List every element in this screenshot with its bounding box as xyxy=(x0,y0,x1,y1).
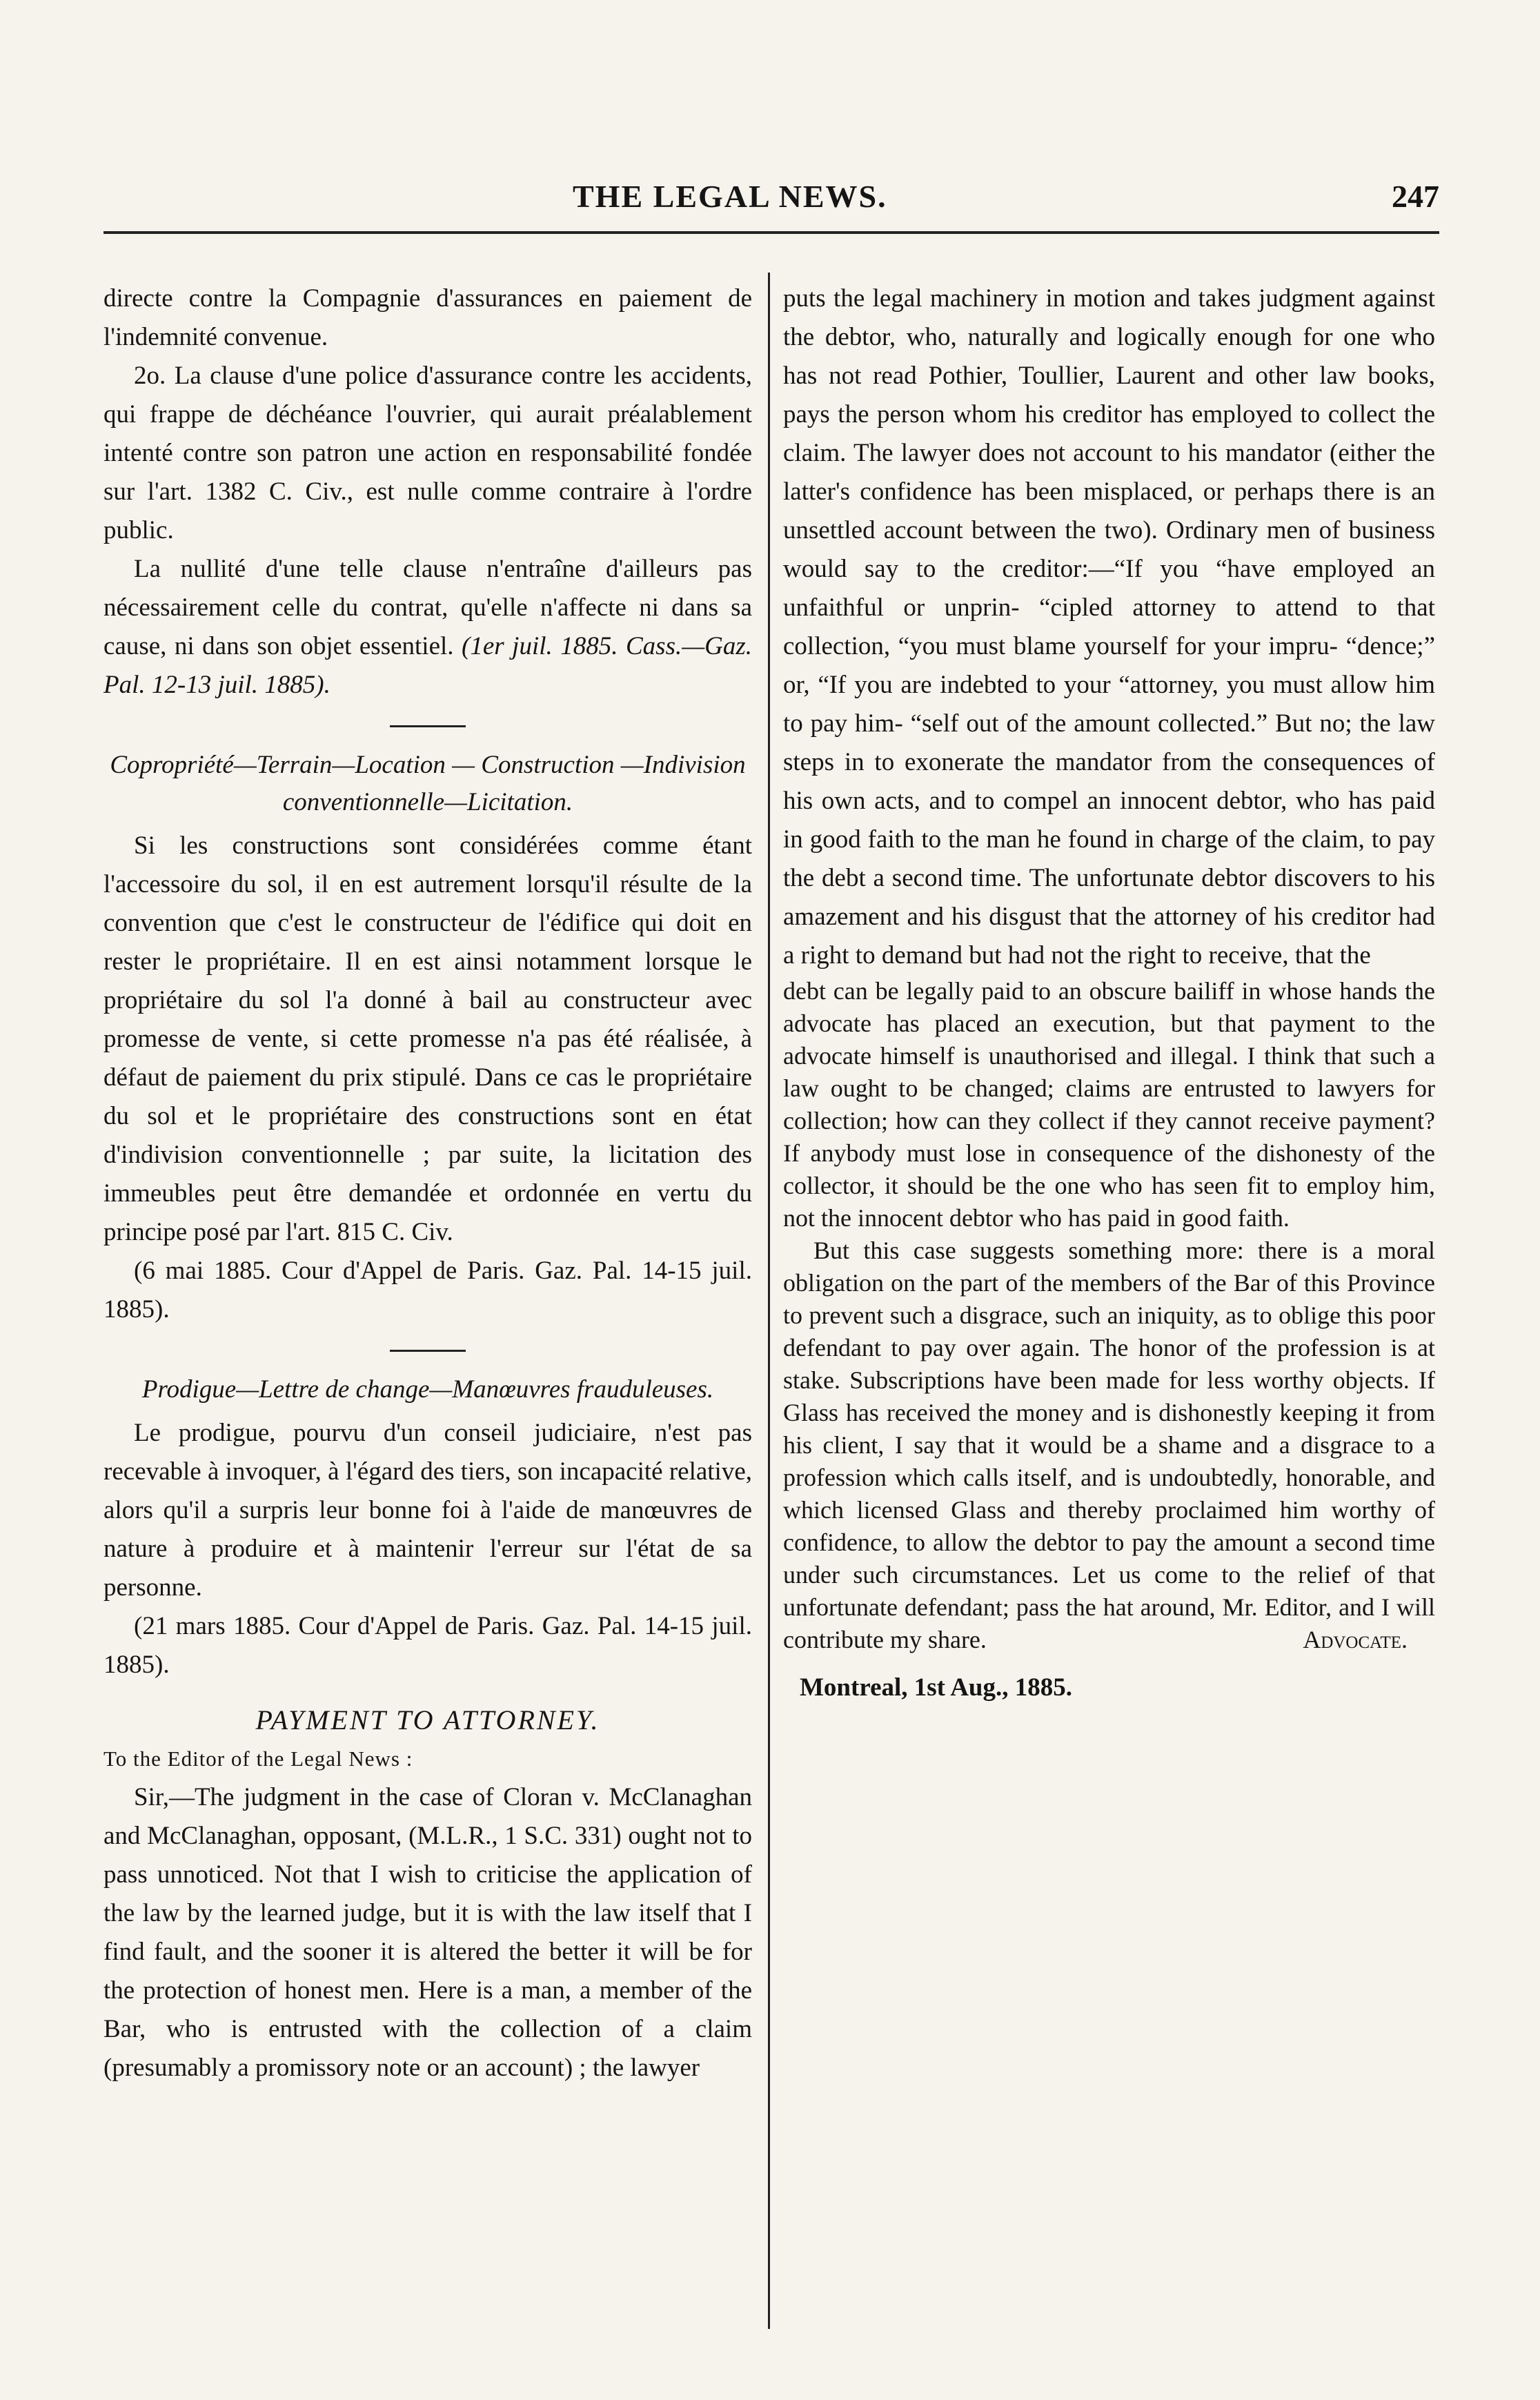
section-rule xyxy=(390,1350,466,1352)
letter-title: PAYMENT TO ATTORNEY. xyxy=(255,1704,600,1735)
paragraph-clause: 2o. La clause d'une police d'assurance contre les accidents, qui frappe de déchéance l'ouvrier, qui aurait préalablement intenté contre son patron une action en responsabilité fondée sur l'art. 1382 C. Civ., est nulle comme contraire à l'ordre public. xyxy=(103,362,752,544)
letter-address: To the Editor of the Legal News : xyxy=(103,1747,413,1771)
paragraph-nullity-text: La nullité d'une telle clause n'entraîne d'ailleurs pas nécessairement celle du contrat, qu'elle n'affecte ni dans sa cause, ni dans son objet essentiel. xyxy=(103,555,752,660)
page-number: 247 xyxy=(1392,179,1439,214)
case-title-copropriete: Copropriété—Terrain—Location — Construction —Indivision conventionnelle—Licitation. xyxy=(110,751,746,816)
column-divider xyxy=(768,273,770,2329)
page-header xyxy=(0,178,1540,226)
case-body-prodigue: Le prodigue, pourvu d'un conseil judiciaire, n'est pas recevable à invoquer, à l'égard des tiers, son incapacité relative, alors qu'il a surpris leur bonne foi à l'aide de manœuvres de nature à produire et à maintenir l'erreur sur l'état de sa personne. xyxy=(103,1419,753,1602)
right-column xyxy=(783,279,1435,1707)
header-rule xyxy=(103,231,1439,234)
letter-paragraph-bailiff: debt can be legally paid to an obscure bailiff in whose hands the advocate has placed an execution, but that payment to the advocate himself is unauthorised and illegal. I think that such a law ought to be changed; claims are entrusted to lawyers for collection; how can they collect if they cannot receive payment? If anybody must lose in consequence of the dishonesty of the collector, it should be the one who has seen fit to employ him, not the innocent debtor who has paid in good faith. xyxy=(783,977,1435,1232)
case-body-copropriete: Si les constructions sont considérées comme étant l'accessoire du sol, il en est autrement lorsqu'il résulte de la convention que c'est le constructeur de l'édifice qui doit en rester le propriétaire. Il en est ainsi notamment lorsque le propriétaire du sol l'a donné à bail au constructeur avec promesse de vente, si cette promesse n'a pas été réalisée, à défaut de paiement du prix stipulé. Dans ce cas le propriétaire du sol et le propriétaire des constructions sont en état d'indivision conventionnelle ; par suite, la licitation des immeubles peut être demandée et ordonnée en vertu du principe posé par l'art. 815 C. Civ. xyxy=(103,832,752,1246)
citation-paris-mai: (6 mai 1885. Cour d'Appel de Paris. Gaz. Pal. 14-15 juil. 1885). xyxy=(103,1257,752,1324)
paragraph-continued: directe contre la Compagnie d'assurances en paiement de l'indemnité convenue. xyxy=(103,284,752,351)
running-title: THE LEGAL NEWS. xyxy=(573,179,887,214)
paragraph-nullity xyxy=(103,550,752,705)
citation-cass: (1er juil. 1885. Cass.—Gaz. Pal. 12-13 juil. 1885). xyxy=(103,632,752,699)
citation-paris-mars: (21 mars 1885. Cour d'Appel de Paris. Gaz. Pal. 14-15 juil. 1885). xyxy=(103,1612,752,1679)
left-column xyxy=(103,279,752,2087)
letter-paragraph-1: Sir,—The judgment in the case of Cloran v. McClanaghan and McClanaghan, opposant, (M.L.R., 1 S.C. 331) ought not to pass unnoticed. Not that I wish to criticise the application of the law by the learned judge, but it is with the law itself that I find fault, and the sooner it is altered the better it will be for the protection of honest men. Here is a man, a member of the Bar, who is entrusted with the collection of a claim (presumably a promissory note or an account) ; the lawyer xyxy=(103,1783,752,2082)
dateline: Montreal, 1st Aug., 1885. xyxy=(800,1673,1073,1702)
signature: Advocate. xyxy=(1303,1626,1408,1653)
letter-paragraph-continued: puts the legal machinery in motion and takes judgment against the debtor, who, naturally and logically enough for one who has not read Pothier, Toullier, Laurent and other law books, pays the person whom his creditor has employed to collect the claim. The lawyer does not account to his mandator (either the latter's confidence has been misplaced, or perhaps there is an unsettled account between the two). Ordinary men of business would say to the creditor:—“If you “have employed an unfaithful or unprin- “cipled attorney to attend to that collection, “you must blame yourself for your impru- “dence;” or, “If you are indebted to your “attorney, you must allow him to pay him- “self out of the amount collected.” But no; the law steps in to exonerate the mandator from the consequences of his own acts, and to compel an innocent debtor, who has paid in good faith to the man he found in charge of the claim, to pay the debt a second time. The unfortunate debtor discovers to his amazement and his disgust that the attorney of his creditor had a right to demand but had not the right to receive, that the xyxy=(783,284,1435,970)
letter-paragraph-moral: But this case suggests something more: there is a moral obligation on the part of the members of the Bar of this Province to prevent such a disgrace, such an iniquity, as to oblige this poor defendant to pay over again. The honor of the profession is at stake. Subscriptions have been made for less worthy objects. If Glass has received the money and is dishonestly keeping it from his client, I say that it would be a shame and a disgrace to a profession which calls itself, and is undoubtedly, honorable, and which licensed Glass and thereby proclaimed him worthy of confidence, to allow the debtor to pay the amount a second time under such circumstances. Let us come to the relief of that unfortunate defendant; pass the hat around, Mr. Editor, and I will contribute my share. xyxy=(783,1237,1435,1653)
section-rule xyxy=(390,725,466,727)
case-title-prodigue: Prodigue—Lettre de change—Manœuvres frauduleuses. xyxy=(141,1375,714,1404)
